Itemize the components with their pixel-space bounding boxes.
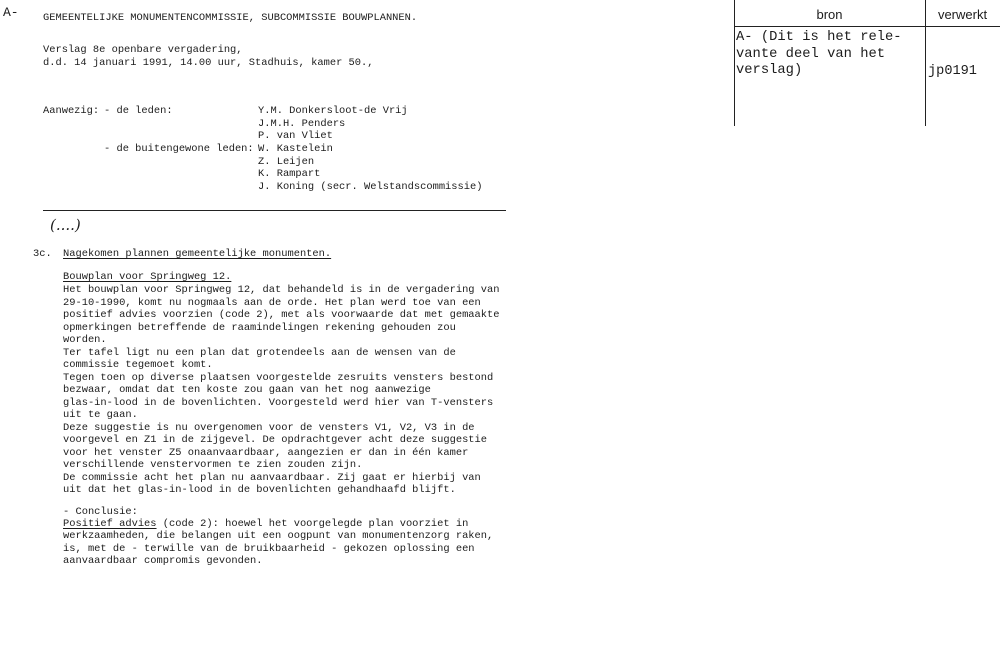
bron-line: verslag)	[736, 63, 803, 78]
extra-member-name: Z. Leijen	[258, 155, 315, 168]
body-line: opmerkingen betreffende de raamindelingen rekening gehouden zou	[63, 321, 456, 334]
body-line: commissie tegemoet komt.	[63, 359, 213, 371]
extra-members-list	[258, 143, 482, 193]
meeting-line: d.d. 14 januari 1991, 14.00 uur, Stadhuis, kamer 50.,	[43, 57, 374, 69]
extra-member-name: K. Rampart	[258, 168, 321, 180]
conclusion-line: aanvaardbaar compromis gevonden.	[63, 555, 263, 568]
body-line: glas-in-lood in de bovenlichten. Voorgesteld werd hier van T-vensters	[63, 396, 494, 409]
bron-cell	[736, 30, 902, 80]
body-line: voorgevel en Z1 in de zijgevel. De opdrachtgever acht deze suggestie	[63, 434, 488, 446]
body-line: Ter tafel ligt nu een plan dat grotendeels aan de wensen van de	[63, 346, 456, 359]
conclusion-label: - Conclusie:	[63, 506, 138, 518]
column-header-bron: bron	[816, 7, 843, 22]
conclusion-lead: Positief advies	[63, 518, 157, 530]
members-label: - de leden:	[104, 105, 173, 117]
body-line: De commissie acht het plan nu aanvaardbaar. Zij gaat er hierbij van	[63, 471, 481, 484]
extra-member-name: J. Koning (secr. Welstandscommissie)	[258, 180, 483, 193]
member-name: P. van Vliet	[258, 130, 333, 143]
meeting-info	[43, 44, 373, 70]
omission-mark: (....)	[50, 216, 81, 234]
member-name: J.M.H. Penders	[258, 117, 346, 130]
body-line: uit dat het glas-in-lood in de bovenlichten gehandhaafd blijft.	[63, 484, 456, 496]
bron-line: vante deel van het	[736, 46, 886, 62]
bron-line: A- (Dit is het rele-	[736, 30, 902, 45]
member-name: Y.M. Donkersloot-de Vrij	[258, 105, 408, 117]
meeting-line: Verslag 8e openbare vergadering,	[43, 44, 243, 56]
body-line: voor het venster Z5 onaanvaardbaar, aangezien er dan in één kamer	[63, 446, 469, 459]
document-heading: GEMEENTELIJKE MONUMENTENCOMMISSIE, SUBCOMMISSIE BOUWPLANNEN.	[43, 12, 418, 24]
section-number: 3c.	[33, 248, 52, 260]
conclusion-first-rest: (code 2): hoewel het voorgelegde plan voorziet in	[156, 518, 469, 530]
section-title: Nagekomen plannen gemeentelijke monumenten.	[63, 248, 332, 260]
body-line: uit te gaan.	[63, 409, 138, 421]
separator-rule	[43, 210, 506, 211]
body-line: Deze suggestie is nu overgenomen voor de vensters V1, V2, V3 in de	[63, 421, 475, 434]
column-header-verwerkt: verwerkt	[937, 7, 988, 22]
body-line: verschillende venstervormen te zien zouden zijn.	[63, 459, 363, 471]
body-line: Het bouwplan voor Springweg 12, dat behandeld is in de vergadering van	[63, 284, 500, 296]
conclusion-line	[63, 518, 493, 530]
extra-member-name: W. Kastelein	[258, 143, 333, 155]
item-body	[63, 284, 499, 497]
members-list	[258, 105, 408, 143]
item-title: Bouwplan voor Springweg 12.	[63, 271, 232, 283]
document-marker: A-	[3, 5, 19, 20]
conclusion-line: is, met de - terwille van de bruikbaarheid - gekozen oplossing een	[63, 542, 475, 555]
body-line: Tegen toen op diverse plaatsen voorgestelde zesruits vensters bestond	[63, 371, 494, 384]
body-line: positief advies voorzien (code 2), met als voorwaarde dat met gemaakte	[63, 309, 500, 321]
table-header-border	[734, 26, 1000, 27]
attendance-label: Aanwezig:	[43, 105, 100, 117]
conclusion-text	[63, 518, 493, 568]
extra-members-label: - de buitengewone leden:	[104, 143, 254, 155]
body-line: 29-10-1990, komt nu nogmaals aan de orde. Het plan werd toe van een	[63, 296, 481, 309]
body-line: worden.	[63, 334, 107, 346]
verwerkt-cell: jp0191	[928, 64, 977, 79]
body-line: bezwaar, omdat dat ten koste zou gaan van het nog aanwezige	[63, 384, 431, 396]
conclusion-line: werkzaamheden, die belangen uit een oogpunt van monumentenzorg raken,	[63, 530, 494, 543]
